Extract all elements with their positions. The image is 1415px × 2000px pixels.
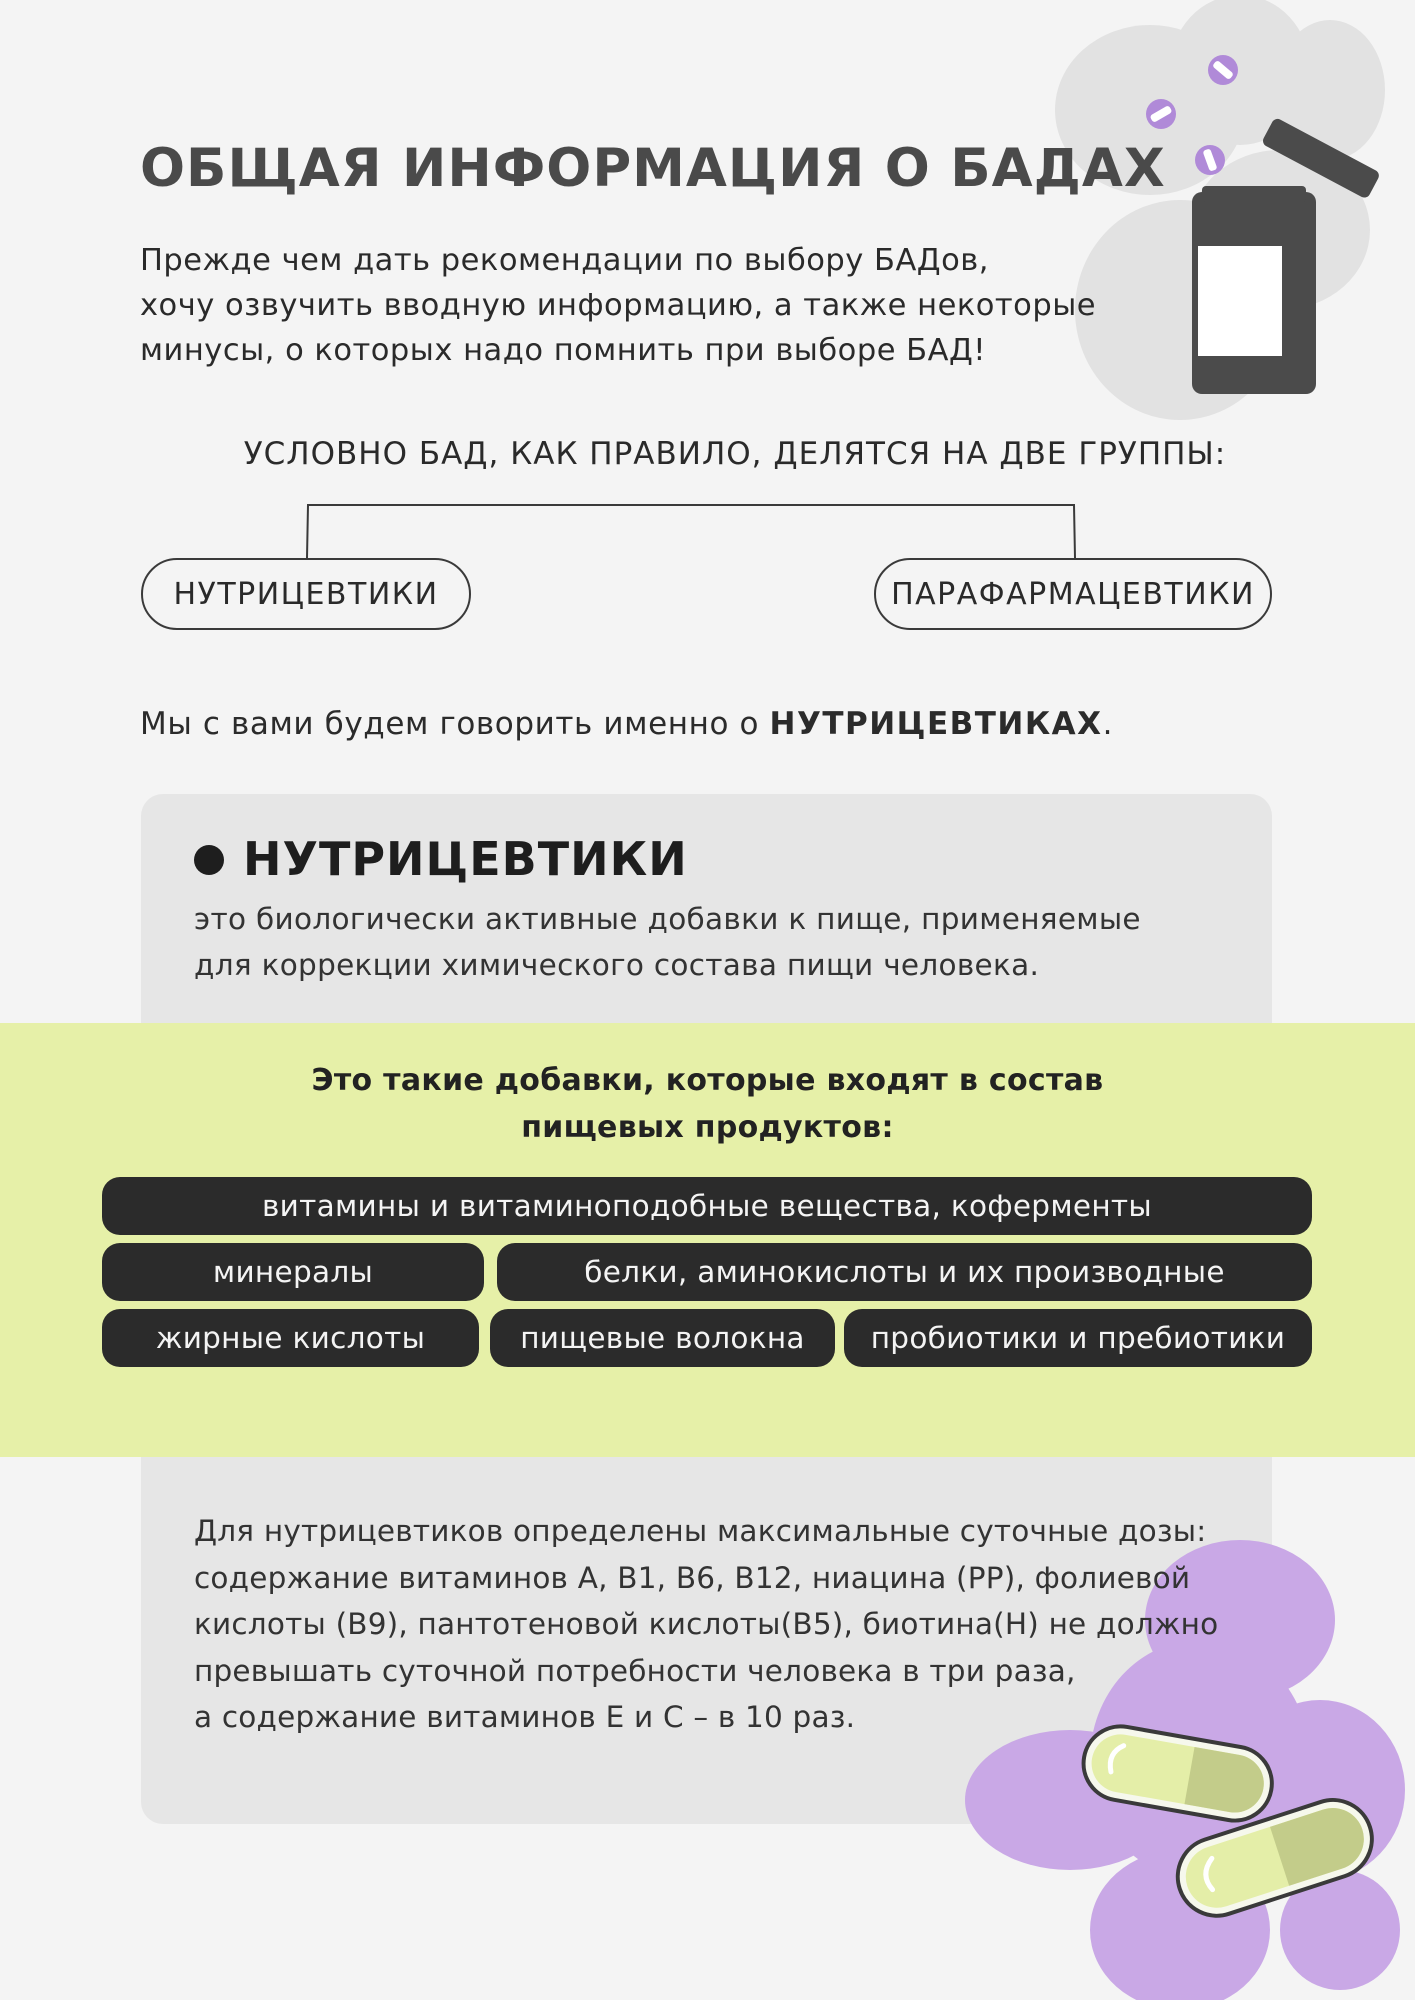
focus-suffix: . xyxy=(1102,706,1114,742)
band-heading xyxy=(0,1057,1415,1151)
focus-bold: НУТРИЦЕВТИКАХ xyxy=(769,706,1103,742)
chip-proteins: белки, аминокислоты и их производные xyxy=(497,1243,1312,1301)
intro-line: хочу озвучить вводную информацию, а также некоторые xyxy=(140,288,1097,323)
chip-dietary-fiber: пищевые волокна xyxy=(490,1309,835,1367)
group-parapharmaceuticals: ПАРАФАРМАЦЕВТИКИ xyxy=(874,558,1272,630)
focus-statement xyxy=(140,706,1113,742)
dose-paragraph xyxy=(194,1508,1218,1741)
card-heading: НУТРИЦЕВТИКИ xyxy=(243,832,688,886)
dose-line: а содержание витаминов Е и С – в 10 раз. xyxy=(194,1700,856,1734)
focus-prefix: Мы с вами будем говорить именно о xyxy=(140,706,770,742)
groups-connector xyxy=(0,0,1415,600)
dose-line: содержание витаминов А, В1, В6, В12, ниацина (РР), фолиевой xyxy=(194,1560,1191,1595)
definition-line: это биологически активные добавки к пище, применяемые xyxy=(194,902,1141,936)
card-definition xyxy=(194,896,1141,988)
groups-heading: УСЛОВНО БАД, КАК ПРАВИЛО, ДЕЛЯТСЯ НА ДВЕ ГРУППЫ: xyxy=(243,436,1227,472)
band-heading-line: пищевых продуктов: xyxy=(521,1110,894,1145)
chip-probiotics: пробиотики и пребиотики xyxy=(844,1309,1312,1367)
group-nutraceuticals: НУТРИЦЕВТИКИ xyxy=(141,558,471,630)
dose-line: кислоты (В9), пантотеновой кислоты(В5), биотина(Н) не должно xyxy=(194,1607,1219,1641)
chip-fatty-acids: жирные кислоты xyxy=(102,1309,479,1367)
chip-vitamins: витамины и витаминоподобные вещества, коферменты xyxy=(102,1177,1312,1235)
dose-line: превышать суточной потребности человека в три раза, xyxy=(194,1653,1076,1688)
band-heading-line: Это такие добавки, которые входят в состав xyxy=(311,1063,1104,1098)
intro-line: минусы, о которых надо помнить при выборе БАД! xyxy=(140,333,987,368)
definition-line: для коррекции химического состава пищи человека. xyxy=(194,948,1040,982)
dose-line: Для нутрицевтиков определены максимальные суточные дозы: xyxy=(194,1514,1207,1548)
intro-line: Прежде чем дать рекомендации по выбору БАДов, xyxy=(140,243,989,278)
bullet-dot xyxy=(194,845,224,875)
chip-minerals: минералы xyxy=(102,1243,484,1301)
page-title: ОБЩАЯ ИНФОРМАЦИЯ О БАДАХ xyxy=(140,138,1166,199)
